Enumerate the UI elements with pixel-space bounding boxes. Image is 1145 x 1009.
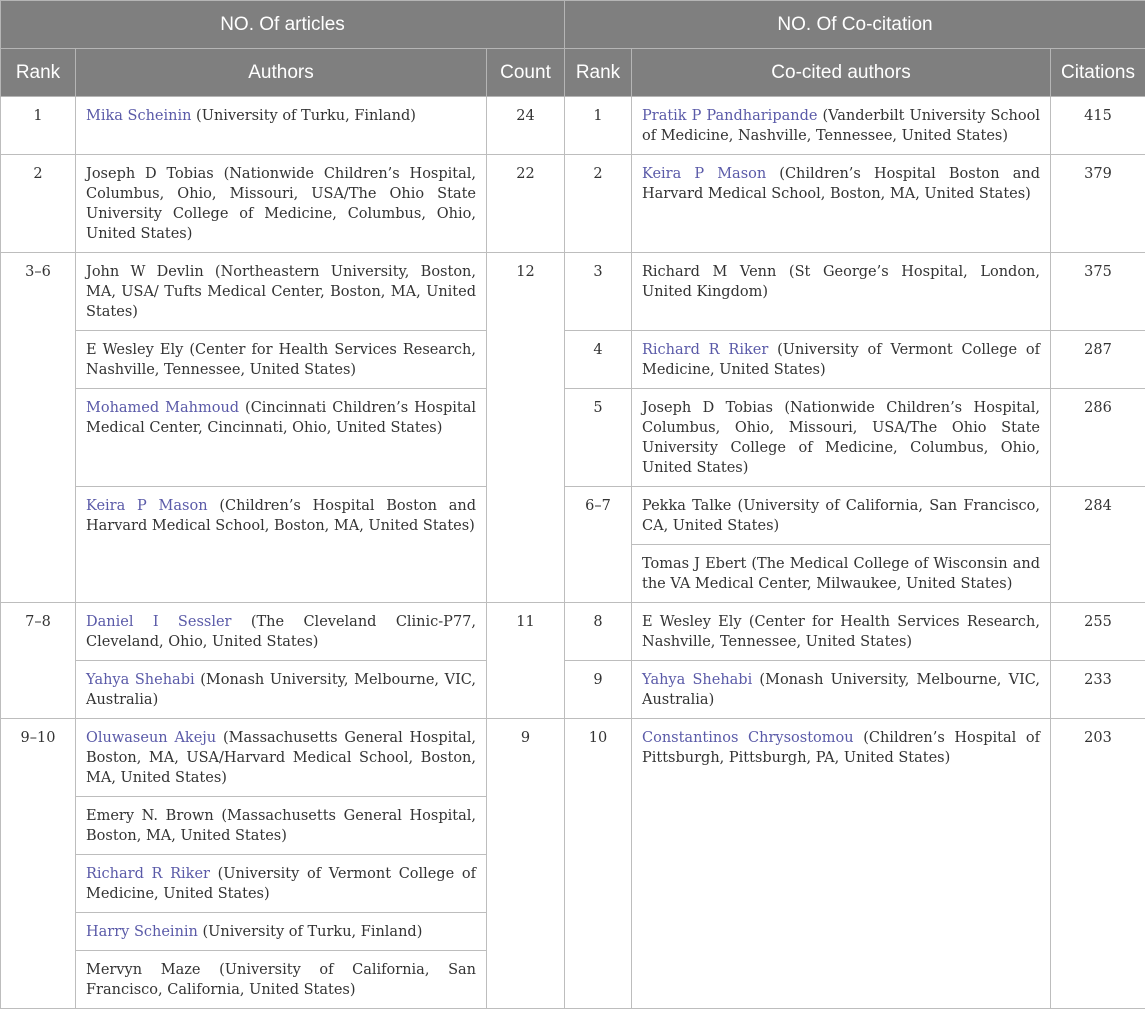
- cocitation-citations: 287: [1051, 331, 1145, 389]
- article-count: 12: [487, 253, 565, 603]
- author-link[interactable]: Keira P Mason: [642, 166, 766, 182]
- cocitation-rank: 10: [565, 719, 632, 1009]
- author-name: Emery N. Brown: [86, 808, 214, 824]
- article-rank: 2: [1, 155, 76, 253]
- author-affiliation: (University of California, San Francisco, California, United States): [86, 962, 476, 998]
- header-rank: Rank: [1, 49, 76, 97]
- table-row: [1, 155, 1145, 253]
- table-row: [1, 661, 1145, 719]
- author-affiliation: (University of Turku, Finland): [191, 108, 415, 124]
- author-link[interactable]: Pratik P Pandharipande: [642, 108, 817, 124]
- author-affiliation: (Vanderbilt University School of Medicine, Nashville, Tennessee, United States): [642, 108, 1040, 144]
- author-link[interactable]: Yahya Shehabi: [642, 672, 752, 688]
- author-name: Tomas J Ebert: [642, 556, 746, 572]
- author-affiliation: (University of Vermont College of Medicine, United States): [86, 866, 476, 902]
- author-affiliation: (The Cleveland Clinic-P77, Cleveland, Ohio, United States): [86, 614, 476, 650]
- author-name: E Wesley Ely: [86, 342, 183, 358]
- article-rank: 1: [1, 97, 76, 155]
- article-count: 11: [487, 603, 565, 719]
- author-link[interactable]: Richard R Riker: [642, 342, 768, 358]
- author-affiliation: (Children’s Hospital Boston and Harvard Medical School, Boston, MA, United States): [642, 166, 1040, 202]
- cocitation-citations: 233: [1051, 661, 1145, 719]
- table-row: [1, 331, 1145, 389]
- cocited-author: [632, 719, 1051, 1009]
- author-affiliation: (Nationwide Children’s Hospital, Columbus, Ohio, Missouri, USA/The Ohio State University College of Medicine, Columbus, Ohio, United States): [642, 400, 1040, 476]
- header-citations: Citations: [1051, 49, 1145, 97]
- header-group-cocitation: NO. Of Co-citation: [565, 1, 1145, 49]
- author-affiliation: (Monash University, Melbourne, VIC, Australia): [642, 672, 1040, 708]
- cocitation-rank: 3: [565, 253, 632, 331]
- cocited-author: [632, 155, 1051, 253]
- article-author: [76, 661, 487, 719]
- cocitation-citations: 375: [1051, 253, 1145, 331]
- author-link[interactable]: Oluwaseun Akeju: [86, 730, 216, 746]
- article-author: [76, 855, 487, 913]
- cocitation-rank: 8: [565, 603, 632, 661]
- header-count: Count: [487, 49, 565, 97]
- article-author: [76, 603, 487, 661]
- article-author: [76, 797, 487, 855]
- article-author: [76, 951, 487, 1009]
- author-name: Richard M Venn: [642, 264, 776, 280]
- author-affiliation: (Children’s Hospital Boston and Harvard Medical School, Boston, MA, United States): [86, 498, 476, 534]
- author-link[interactable]: Mika Scheinin: [86, 108, 191, 124]
- author-affiliation: (Center for Health Services Research, Nashville, Tennessee, United States): [86, 342, 476, 378]
- cocitation-rank: 6–7: [565, 487, 632, 603]
- author-name: Pekka Talke: [642, 498, 731, 514]
- article-count: 9: [487, 719, 565, 1009]
- cocited-author: [632, 545, 1051, 603]
- author-link[interactable]: Daniel I Sessler: [86, 614, 231, 630]
- article-author: [76, 389, 487, 487]
- header-cocited-authors: Co-cited authors: [632, 49, 1051, 97]
- article-author: [76, 487, 487, 603]
- author-name: E Wesley Ely: [642, 614, 742, 630]
- article-author: [76, 97, 487, 155]
- author-affiliation: (Center for Health Services Research, Nashville, Tennessee, United States): [642, 614, 1040, 650]
- cocitation-rank: 5: [565, 389, 632, 487]
- cocited-author: [632, 97, 1051, 155]
- cocited-author: [632, 487, 1051, 545]
- table-row: [1, 253, 1145, 331]
- table-row: [1, 719, 1145, 797]
- author-affiliation: (Cincinnati Children’s Hospital Medical Center, Cincinnati, Ohio, United States): [86, 400, 476, 436]
- article-rank: 7–8: [1, 603, 76, 719]
- author-name: John W Devlin: [86, 264, 204, 280]
- cocitation-citations: 415: [1051, 97, 1145, 155]
- author-affiliation: (Massachusetts General Hospital, Boston, MA, USA/Harvard Medical School, Boston, MA, United States): [86, 730, 476, 786]
- cocited-author: [632, 661, 1051, 719]
- article-count: 24: [487, 97, 565, 155]
- cocitation-citations: 255: [1051, 603, 1145, 661]
- author-link[interactable]: Harry Scheinin: [86, 924, 198, 940]
- article-author: [76, 155, 487, 253]
- author-link[interactable]: Keira P Mason: [86, 498, 208, 514]
- author-affiliation: (Children’s Hospital of Pittsburgh, Pittsburgh, PA, United States): [642, 730, 1040, 766]
- cocitation-rank: 1: [565, 97, 632, 155]
- cocited-author: [632, 331, 1051, 389]
- article-rank: 3–6: [1, 253, 76, 603]
- author-affiliation: (Massachusetts General Hospital, Boston, MA, United States): [86, 808, 476, 844]
- table-row: [1, 389, 1145, 487]
- author-affiliation: (Nationwide Children’s Hospital, Columbus, Ohio, Missouri, USA/The Ohio State University College of Medicine, Columbus, Ohio, United States): [86, 166, 476, 242]
- cocitation-citations: 284: [1051, 487, 1145, 603]
- author-link[interactable]: Mohamed Mahmoud: [86, 400, 239, 416]
- cocited-author: [632, 603, 1051, 661]
- author-affiliation: (University of California, San Francisco, CA, United States): [642, 498, 1040, 534]
- header-rank-cocitation: Rank: [565, 49, 632, 97]
- author-affiliation: (The Medical College of Wisconsin and the VA Medical Center, Milwaukee, United States): [642, 556, 1040, 592]
- article-author: [76, 719, 487, 797]
- article-rank: 9–10: [1, 719, 76, 1009]
- table-row: [1, 97, 1145, 155]
- author-affiliation: (Northeastern University, Boston, MA, USA/ Tufts Medical Center, Boston, MA, United States): [86, 264, 476, 320]
- cocitation-rank: 9: [565, 661, 632, 719]
- cocitation-rank: 4: [565, 331, 632, 389]
- author-link[interactable]: Constantinos Chrysostomou: [642, 730, 854, 746]
- cocitation-citations: 286: [1051, 389, 1145, 487]
- author-affiliation: (University of Turku, Finland): [198, 924, 422, 940]
- author-name: Joseph D Tobias: [86, 166, 214, 182]
- article-author: [76, 253, 487, 331]
- article-count: 22: [487, 155, 565, 253]
- author-affiliation: (Monash University, Melbourne, VIC, Australia): [86, 672, 476, 708]
- author-link[interactable]: Richard R Riker: [86, 866, 210, 882]
- cocited-author: [632, 389, 1051, 487]
- author-link[interactable]: Yahya Shehabi: [86, 672, 195, 688]
- cocitation-citations: 203: [1051, 719, 1145, 1009]
- cocitation-rank: 2: [565, 155, 632, 253]
- author-affiliation: (St George’s Hospital, London, United Kingdom): [642, 264, 1040, 300]
- article-author: [76, 913, 487, 951]
- article-author: [76, 331, 487, 389]
- table-row: [1, 603, 1145, 661]
- table-row: [1, 487, 1145, 545]
- author-affiliation: (University of Vermont College of Medicine, United States): [642, 342, 1040, 378]
- cocited-author: [632, 253, 1051, 331]
- header-authors: Authors: [76, 49, 487, 97]
- header-group-articles: NO. Of articles: [1, 1, 565, 49]
- cocitation-citations: 379: [1051, 155, 1145, 253]
- author-name: Joseph D Tobias: [642, 400, 773, 416]
- author-name: Mervyn Maze: [86, 962, 200, 978]
